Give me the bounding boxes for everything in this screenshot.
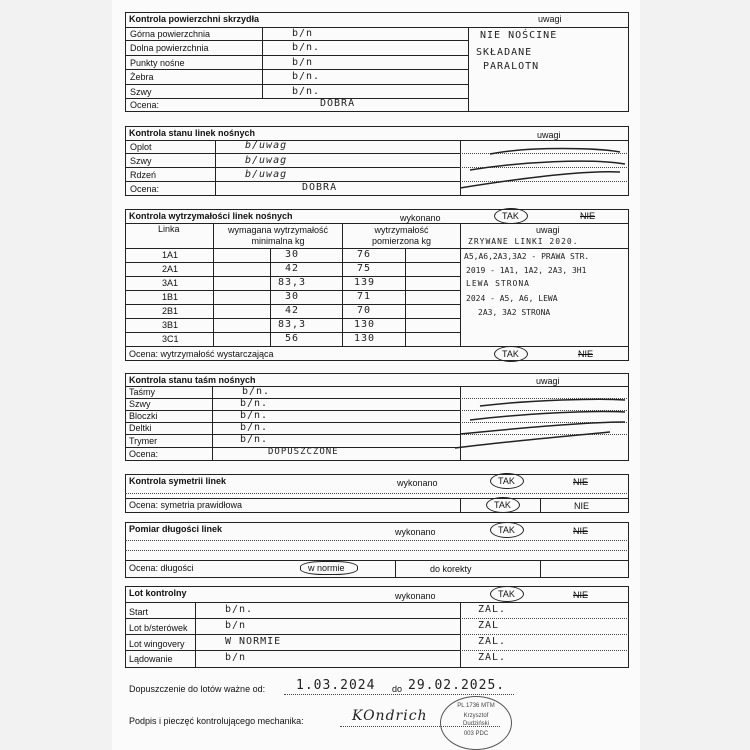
col-header-measured (343, 225, 460, 247)
row-sign: ZAL. (478, 636, 507, 647)
strike-scribble (440, 392, 630, 454)
valid-from-date: 1.03.2024 (296, 678, 376, 693)
stamp-line: Krzysztof (463, 713, 489, 719)
section-title: Pomiar długości linek (129, 524, 223, 534)
note-line: 2A3, 3A2 STRONA (478, 308, 551, 317)
note-line: A5,A6,2A3,3A2 - PRAWA STR. (464, 252, 590, 261)
section-test-flight (125, 586, 629, 668)
note-line: LEWA STRONA (466, 279, 530, 288)
row-label: Żebra (130, 72, 154, 82)
row-min: 30 (285, 291, 300, 302)
row-value: b/uwag (245, 155, 288, 166)
row-measured: 71 (357, 291, 372, 302)
row-label: Start (129, 607, 149, 617)
row-measured: 75 (357, 263, 372, 274)
row-value: b/n. (240, 422, 269, 433)
note-line: ZRYWANE LINKI 2020. (468, 237, 579, 246)
note-line: 2019 - 1A1, 1A2, 2A3, 3H1 (466, 266, 587, 275)
row-linka: 1B1 (162, 292, 179, 302)
valid-to-label: do (392, 684, 403, 694)
col-header-required-line2: minimalna kg (251, 236, 305, 246)
row-label: Lot b/sterówek (129, 623, 188, 633)
col-header-required-line1: wymagana wytrzymałość (227, 225, 329, 235)
ocena-label: Ocena: (129, 449, 159, 459)
nie-option[interactable]: NIE (573, 526, 589, 536)
row-min: 83,3 (278, 277, 307, 288)
korekty-option[interactable]: do korekty (430, 564, 472, 574)
col-header-linka: Linka (158, 224, 180, 234)
row-value: W NORMIE (225, 636, 282, 647)
row-min: 83,3 (278, 319, 307, 330)
tak-option[interactable]: TAK (498, 589, 515, 599)
row-label: Lądowanie (129, 654, 173, 664)
section-title: Kontrola symetrii linek (129, 476, 227, 486)
section-title: Lot kontrolny (129, 588, 187, 598)
nie-option[interactable]: NIE (573, 590, 589, 600)
tak-option[interactable]: TAK (502, 349, 519, 359)
row-value: b/n. (242, 386, 271, 397)
row-linka: 1A1 (162, 250, 179, 260)
row-value: b/n. (292, 71, 321, 82)
row-value: b/uwag (245, 169, 288, 180)
uwagi-label: uwagi (536, 376, 560, 386)
stamp-line: PL 1736 MTM (457, 703, 495, 709)
mechanic-stamp (440, 696, 512, 750)
ocena-text: Ocena: symetria prawidłowa (129, 500, 243, 510)
strike-scribble (440, 140, 630, 196)
signature-label: Podpis i pieczęć kontrolującego mechanika: (129, 716, 304, 726)
ocena-text: Ocena: długości (129, 563, 194, 573)
uwagi-label: uwagi (538, 14, 562, 24)
row-label: Rdzeń (130, 170, 157, 180)
nie-option[interactable]: NIE (574, 501, 590, 511)
row-value: b/n. (240, 410, 269, 421)
tak-option[interactable]: TAK (502, 211, 519, 221)
row-sign: ZAL (478, 620, 500, 631)
row-value: b/n. (292, 86, 321, 97)
row-label: Trymer (129, 436, 158, 446)
row-value: b/n. (240, 398, 269, 409)
ocena-label: Ocena: (130, 184, 160, 194)
tak-option[interactable]: TAK (498, 525, 515, 535)
row-measured: 130 (354, 333, 376, 344)
row-label: Taśmy (129, 387, 156, 397)
col-header-uwagi: uwagi (536, 225, 560, 235)
wykonano-label: wykonano (395, 527, 436, 537)
row-label: Szwy (129, 399, 151, 409)
wykonano-label: wykonano (395, 591, 436, 601)
nie-option[interactable]: NIE (573, 477, 589, 487)
ocena-value: DOBRA (320, 98, 356, 109)
row-label: Punkty nośne (130, 58, 185, 68)
row-measured: 130 (354, 319, 376, 330)
normie-option[interactable]: w normie (308, 563, 345, 573)
row-label: Deltki (129, 423, 152, 433)
col-header-measured-line2: pomierzona kg (371, 236, 432, 246)
row-measured: 139 (354, 277, 376, 288)
section-title: Kontrola wytrzymałości linek nośnych (129, 211, 293, 221)
row-measured: 70 (357, 305, 372, 316)
row-value: b/n. (292, 42, 321, 53)
row-linka: 3A1 (162, 278, 179, 288)
ocena-value: DOBRA (302, 182, 338, 193)
note-line: SKŁADANE (476, 47, 533, 58)
row-value: b/n (225, 620, 247, 631)
section-title: Kontrola stanu linek nośnych (129, 128, 256, 138)
row-min: 42 (285, 305, 300, 316)
row-label: Lot wingovery (129, 639, 185, 649)
tak-option[interactable]: TAK (494, 500, 511, 510)
row-label: Dolna powierzchnia (130, 43, 209, 53)
mechanic-signature: KOndrich (352, 708, 428, 724)
col-header-required (214, 225, 342, 247)
row-value: b/n (292, 57, 314, 68)
wykonano-label: wykonano (400, 213, 441, 223)
row-label: Bloczki (129, 411, 158, 421)
section-title: Kontrola stanu taśm nośnych (129, 375, 256, 385)
validity-label: Dopuszczenie do lotów ważne od: (129, 684, 266, 694)
stamp-line: 003 PDC (463, 731, 489, 737)
row-measured: 76 (357, 249, 372, 260)
ocena-label: Ocena: (130, 100, 160, 110)
wykonano-label: wykonano (397, 478, 438, 488)
row-value: b/n (292, 28, 314, 39)
row-label: Szwy (130, 156, 152, 166)
row-linka: 3B1 (162, 320, 179, 330)
section-title: Kontrola powierzchni skrzydła (129, 14, 260, 24)
nie-option[interactable]: NIE (578, 349, 594, 359)
nie-option[interactable]: NIE (580, 211, 596, 221)
row-value: b/n (225, 652, 247, 663)
valid-to-date: 29.02.2025. (408, 678, 506, 693)
ocena-text: Ocena: wytrzymałość wystarczająca (129, 349, 274, 359)
row-value: b/n. (225, 604, 254, 615)
note-line: NIE NOŚCINE (480, 30, 558, 41)
note-line: 2024 - A5, A6, LEWA (466, 294, 558, 303)
row-label: Oplot (130, 142, 152, 152)
note-line: PARALOTN (483, 61, 540, 72)
row-label: Szwy (130, 87, 152, 97)
ocena-value: DOPUSZCZONE (268, 447, 339, 457)
row-linka: 3C1 (162, 334, 179, 344)
row-min: 56 (285, 333, 300, 344)
row-min: 42 (285, 263, 300, 274)
tak-option[interactable]: TAK (498, 476, 515, 486)
row-value: b/n. (240, 434, 269, 445)
stamp-line: Dudziński (462, 721, 489, 727)
row-value: b/uwag (245, 140, 288, 151)
row-sign: ZAL. (478, 604, 507, 615)
uwagi-label: uwagi (537, 130, 561, 140)
row-min: 30 (285, 249, 300, 260)
row-linka: 2A1 (162, 264, 179, 274)
col-header-measured-line1: wytrzymałość (374, 225, 429, 235)
row-linka: 2B1 (162, 306, 179, 316)
row-sign: ZAL. (478, 652, 507, 663)
row-label: Górna powierzchnia (130, 29, 211, 39)
